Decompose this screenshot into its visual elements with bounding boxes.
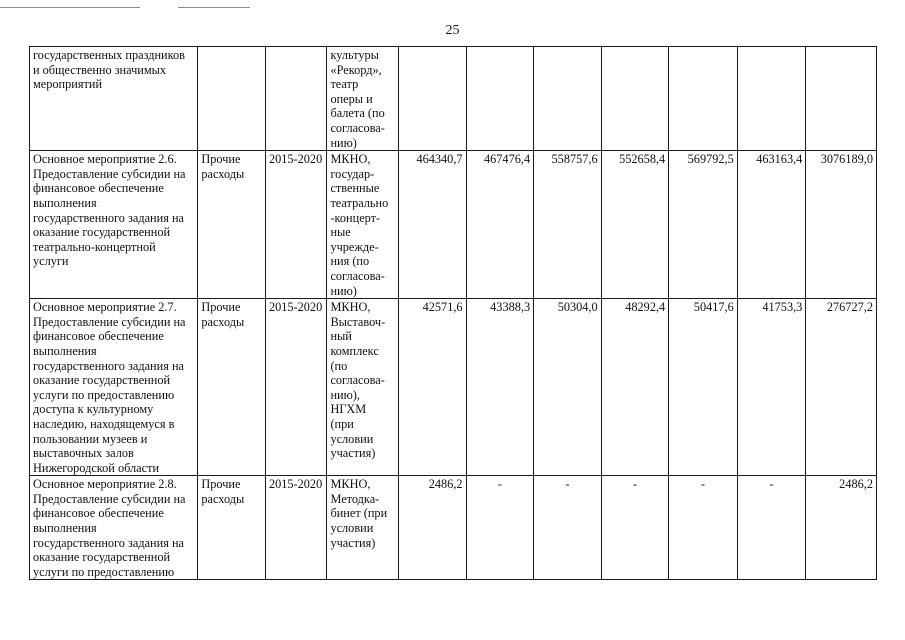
activity-name-line: Предоставление субсидии на [33, 314, 186, 329]
activity-name-line: Основное мероприятие 2.6. [33, 152, 177, 167]
activity-name-line: оказание государственной [33, 225, 171, 240]
executor-line: НГХМ [330, 402, 367, 417]
year-value-cell [601, 47, 669, 151]
period-cell [265, 47, 327, 151]
year-value-cell: 43388,3 [466, 299, 534, 476]
executor-line: условии [330, 521, 374, 536]
year-value-cell: - [601, 476, 669, 580]
activity-name-cell [30, 476, 198, 580]
year-value-cell: 50304,0 [534, 299, 602, 476]
table-row [30, 476, 877, 580]
executor-line: МКНО, [330, 300, 371, 315]
executor-cell [327, 47, 399, 151]
executor-line: Выставоч- [330, 314, 386, 329]
executor-line: МКНО, [330, 477, 371, 492]
table-row [30, 151, 877, 299]
activity-name-line: выполнения [33, 195, 97, 210]
executor-line: «Рекорд», [330, 62, 382, 77]
activity-name-line: выполнения [33, 343, 97, 358]
year-value-cell [399, 47, 467, 151]
activity-name-line: оказание государственной [33, 373, 171, 388]
executor-line: участия) [330, 535, 376, 550]
executor-line: ния (по [330, 254, 370, 269]
period-cell: 2015-2020 [265, 299, 327, 476]
year-value-cell [669, 47, 738, 151]
executor-line: театрально [330, 195, 389, 210]
activity-name-line: государственного задания на [33, 358, 184, 373]
executor-line: культуры [330, 48, 379, 62]
year-value-cell: 48292,4 [601, 299, 669, 476]
total-value-cell: 2486,2 [806, 476, 877, 580]
executor-line: согласова- [330, 120, 385, 135]
executor-line: бинет (при [330, 506, 388, 521]
executor-line: Методка- [330, 491, 380, 506]
header-rule-right [178, 7, 250, 8]
activity-name-line: государственного задания на [33, 210, 184, 225]
table-body [30, 47, 877, 580]
activity-name-line: финансовое обеспечение [33, 181, 164, 196]
year-value-cell: - [534, 476, 602, 580]
executor-line: ственные [330, 181, 380, 196]
expense-type-cell [198, 47, 266, 151]
expense-type-cell: Прочие расходы [198, 476, 266, 580]
executor-line: оперы и [330, 91, 373, 106]
activity-name-line: Предоставление субсидии на [33, 491, 186, 506]
activity-name-line: Предоставление субсидии на [33, 166, 186, 181]
year-value-cell [737, 47, 806, 151]
executor-cell [327, 151, 399, 299]
year-value-cell: 558757,6 [534, 151, 602, 299]
total-value-cell: 276727,2 [806, 299, 877, 476]
activity-name-line: доступа к культурному [33, 402, 154, 417]
executor-line: МКНО, [330, 152, 371, 167]
activity-name-line: Основное мероприятие 2.7. [33, 300, 177, 315]
executor-line: условии [330, 431, 374, 446]
executor-cell [327, 299, 399, 476]
executor-line: государ- [330, 166, 375, 181]
executor-line: (при [330, 416, 354, 431]
year-value-cell: 552658,4 [601, 151, 669, 299]
expense-type-cell: Прочие расходы [198, 299, 266, 476]
activity-name-line: театрально-концертной [33, 239, 156, 254]
header-rule-left [0, 7, 140, 8]
activity-name-line: услуги по предоставлению [33, 387, 175, 402]
activity-name-line: Основное мероприятие 2.8. [33, 477, 177, 492]
activity-name-line: выставочных залов [33, 446, 134, 461]
executor-line: -концерт- [330, 210, 381, 225]
year-value-cell: 463163,4 [737, 151, 806, 299]
executor-line: согласова- [330, 373, 385, 388]
activity-name-line: мероприятий [33, 77, 103, 92]
year-value-cell: 41753,3 [737, 299, 806, 476]
year-value-cell: - [466, 476, 534, 580]
activity-name-line: финансовое обеспечение [33, 329, 164, 344]
activity-name-line: оказание государственной [33, 550, 171, 565]
year-value-cell [466, 47, 534, 151]
executor-line: участия) [330, 446, 376, 461]
table-row [30, 299, 877, 476]
executor-line: комплекс [330, 343, 379, 358]
activities-table [29, 46, 877, 580]
year-value-cell: 464340,7 [399, 151, 467, 299]
year-value-cell: 569792,5 [669, 151, 738, 299]
year-value-cell: - [669, 476, 738, 580]
activity-name-cell [30, 299, 198, 476]
year-value-cell: 2486,2 [399, 476, 467, 580]
activity-name-cell [30, 151, 198, 299]
period-cell: 2015-2020 [265, 476, 327, 580]
activity-name-line: услуги по предоставлению [33, 564, 175, 579]
executor-line: (по [330, 358, 348, 373]
year-value-cell: 42571,6 [399, 299, 467, 476]
total-value-cell [806, 47, 877, 151]
total-value-cell: 3076189,0 [806, 151, 877, 299]
activity-name-line: Нижегородской области [33, 460, 160, 475]
executor-line: учрежде- [330, 239, 379, 254]
page-number: 25 [445, 23, 460, 38]
executor-line: ный [330, 329, 352, 344]
activity-name-line: финансовое обеспечение [33, 506, 164, 521]
year-value-cell: 467476,4 [466, 151, 534, 299]
activity-name-line: наследию, находящемуся в [33, 416, 175, 431]
year-value-cell: - [737, 476, 806, 580]
activity-name-line: и общественно значимых [33, 62, 167, 77]
year-value-cell: 50417,6 [669, 299, 738, 476]
executor-cell [327, 476, 399, 580]
executor-line: нию), [330, 387, 360, 402]
activity-name-cell [30, 47, 198, 151]
expense-type-cell: Прочие расходы [198, 151, 266, 299]
executor-line: согласова- [330, 268, 385, 283]
executor-line: балета (по [330, 106, 385, 121]
activity-name-line: государственных праздников [33, 48, 185, 62]
executor-line: нию) [330, 135, 357, 150]
activity-name-line: услуги [33, 254, 69, 269]
activity-name-line: выполнения [33, 521, 97, 536]
period-cell: 2015-2020 [265, 151, 327, 299]
table-row [30, 47, 877, 151]
activity-name-line: государственного задания на [33, 535, 184, 550]
activity-name-line: пользовании музеев и [33, 431, 148, 446]
year-value-cell [534, 47, 602, 151]
executor-line: нию) [330, 283, 357, 298]
executor-line: театр [330, 77, 359, 92]
executor-line: ные [330, 225, 351, 240]
